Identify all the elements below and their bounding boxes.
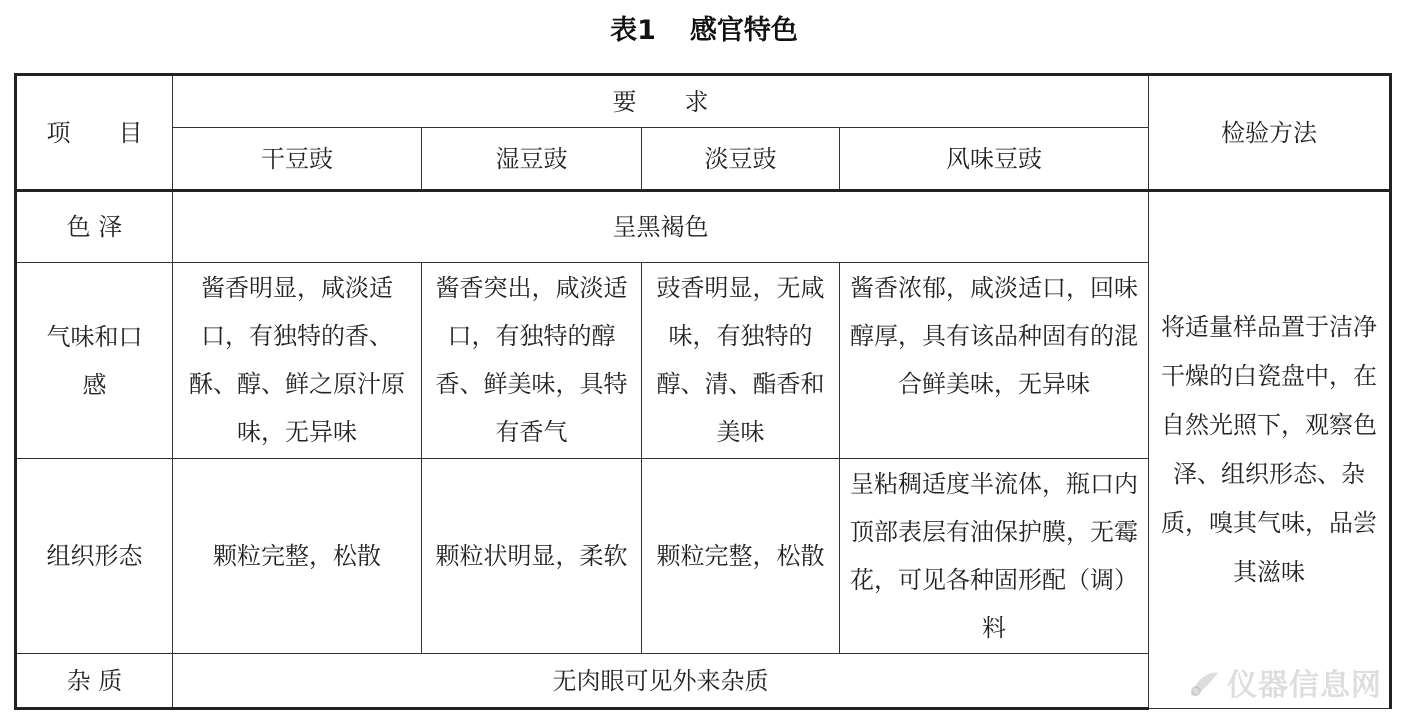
smell-wet: 酱香突出，咸淡适口，有独特的醇香、鲜美味，具特有香气 [422,263,642,459]
header-type-flavored: 风味豆豉 [840,128,1149,191]
row-label-impurity: 杂 质 [16,654,173,709]
header-requirements: 要 求 [173,75,1149,128]
watermark [1187,660,1382,704]
row-label-color: 色 泽 [16,191,173,263]
method-cell [1149,191,1391,709]
smell-plain: 豉香明显，无咸味，有独特的醇、清、酯香和美味 [642,263,840,459]
caption-title: 感官特色 [689,15,798,46]
impurity-value: 无肉眼可见外来杂质 [173,654,1149,709]
row-label-texture: 组织形态 [16,459,173,654]
caption-number: 表1 [610,15,656,46]
header-type-dry: 干豆豉 [173,128,422,191]
header-item: 项 目 [16,75,173,191]
texture-flavored: 呈粘稠适度半流体，瓶口内顶部表层有油保护膜，无霉花，可见各种固形配（调）料 [840,459,1149,654]
row-label-smell-text: 气味和口感 [46,322,143,399]
table-caption [0,8,1408,47]
texture-plain: 颗粒完整，松散 [642,459,840,654]
sensory-table [14,73,1392,710]
row-label-smell [16,263,173,459]
header-type-plain: 淡豆豉 [642,128,840,191]
watermark-text: 仪器信息网 [1227,668,1382,703]
texture-wet: 颗粒状明显，柔软 [422,459,642,654]
header-method: 检验方法 [1149,75,1391,191]
watermark-logo-icon [1187,669,1221,699]
smell-flavored: 酱香浓郁，咸淡适口，回味醇厚，具有该品种固有的混合鲜美味，无异味 [840,263,1149,459]
texture-dry: 颗粒完整，松散 [173,459,422,654]
header-type-wet: 湿豆豉 [422,128,642,191]
smell-dry: 酱香明显，咸淡适口，有独特的香、酥、醇、鲜之原汁原味，无异味 [173,263,422,459]
method-text: 将适量样品置于洁净干燥的白瓷盘中，在自然光照下，观察色泽、组织形态、杂质，嗅其气味，品尝其滋味 [1161,313,1377,586]
color-value: 呈黑褐色 [173,191,1149,263]
